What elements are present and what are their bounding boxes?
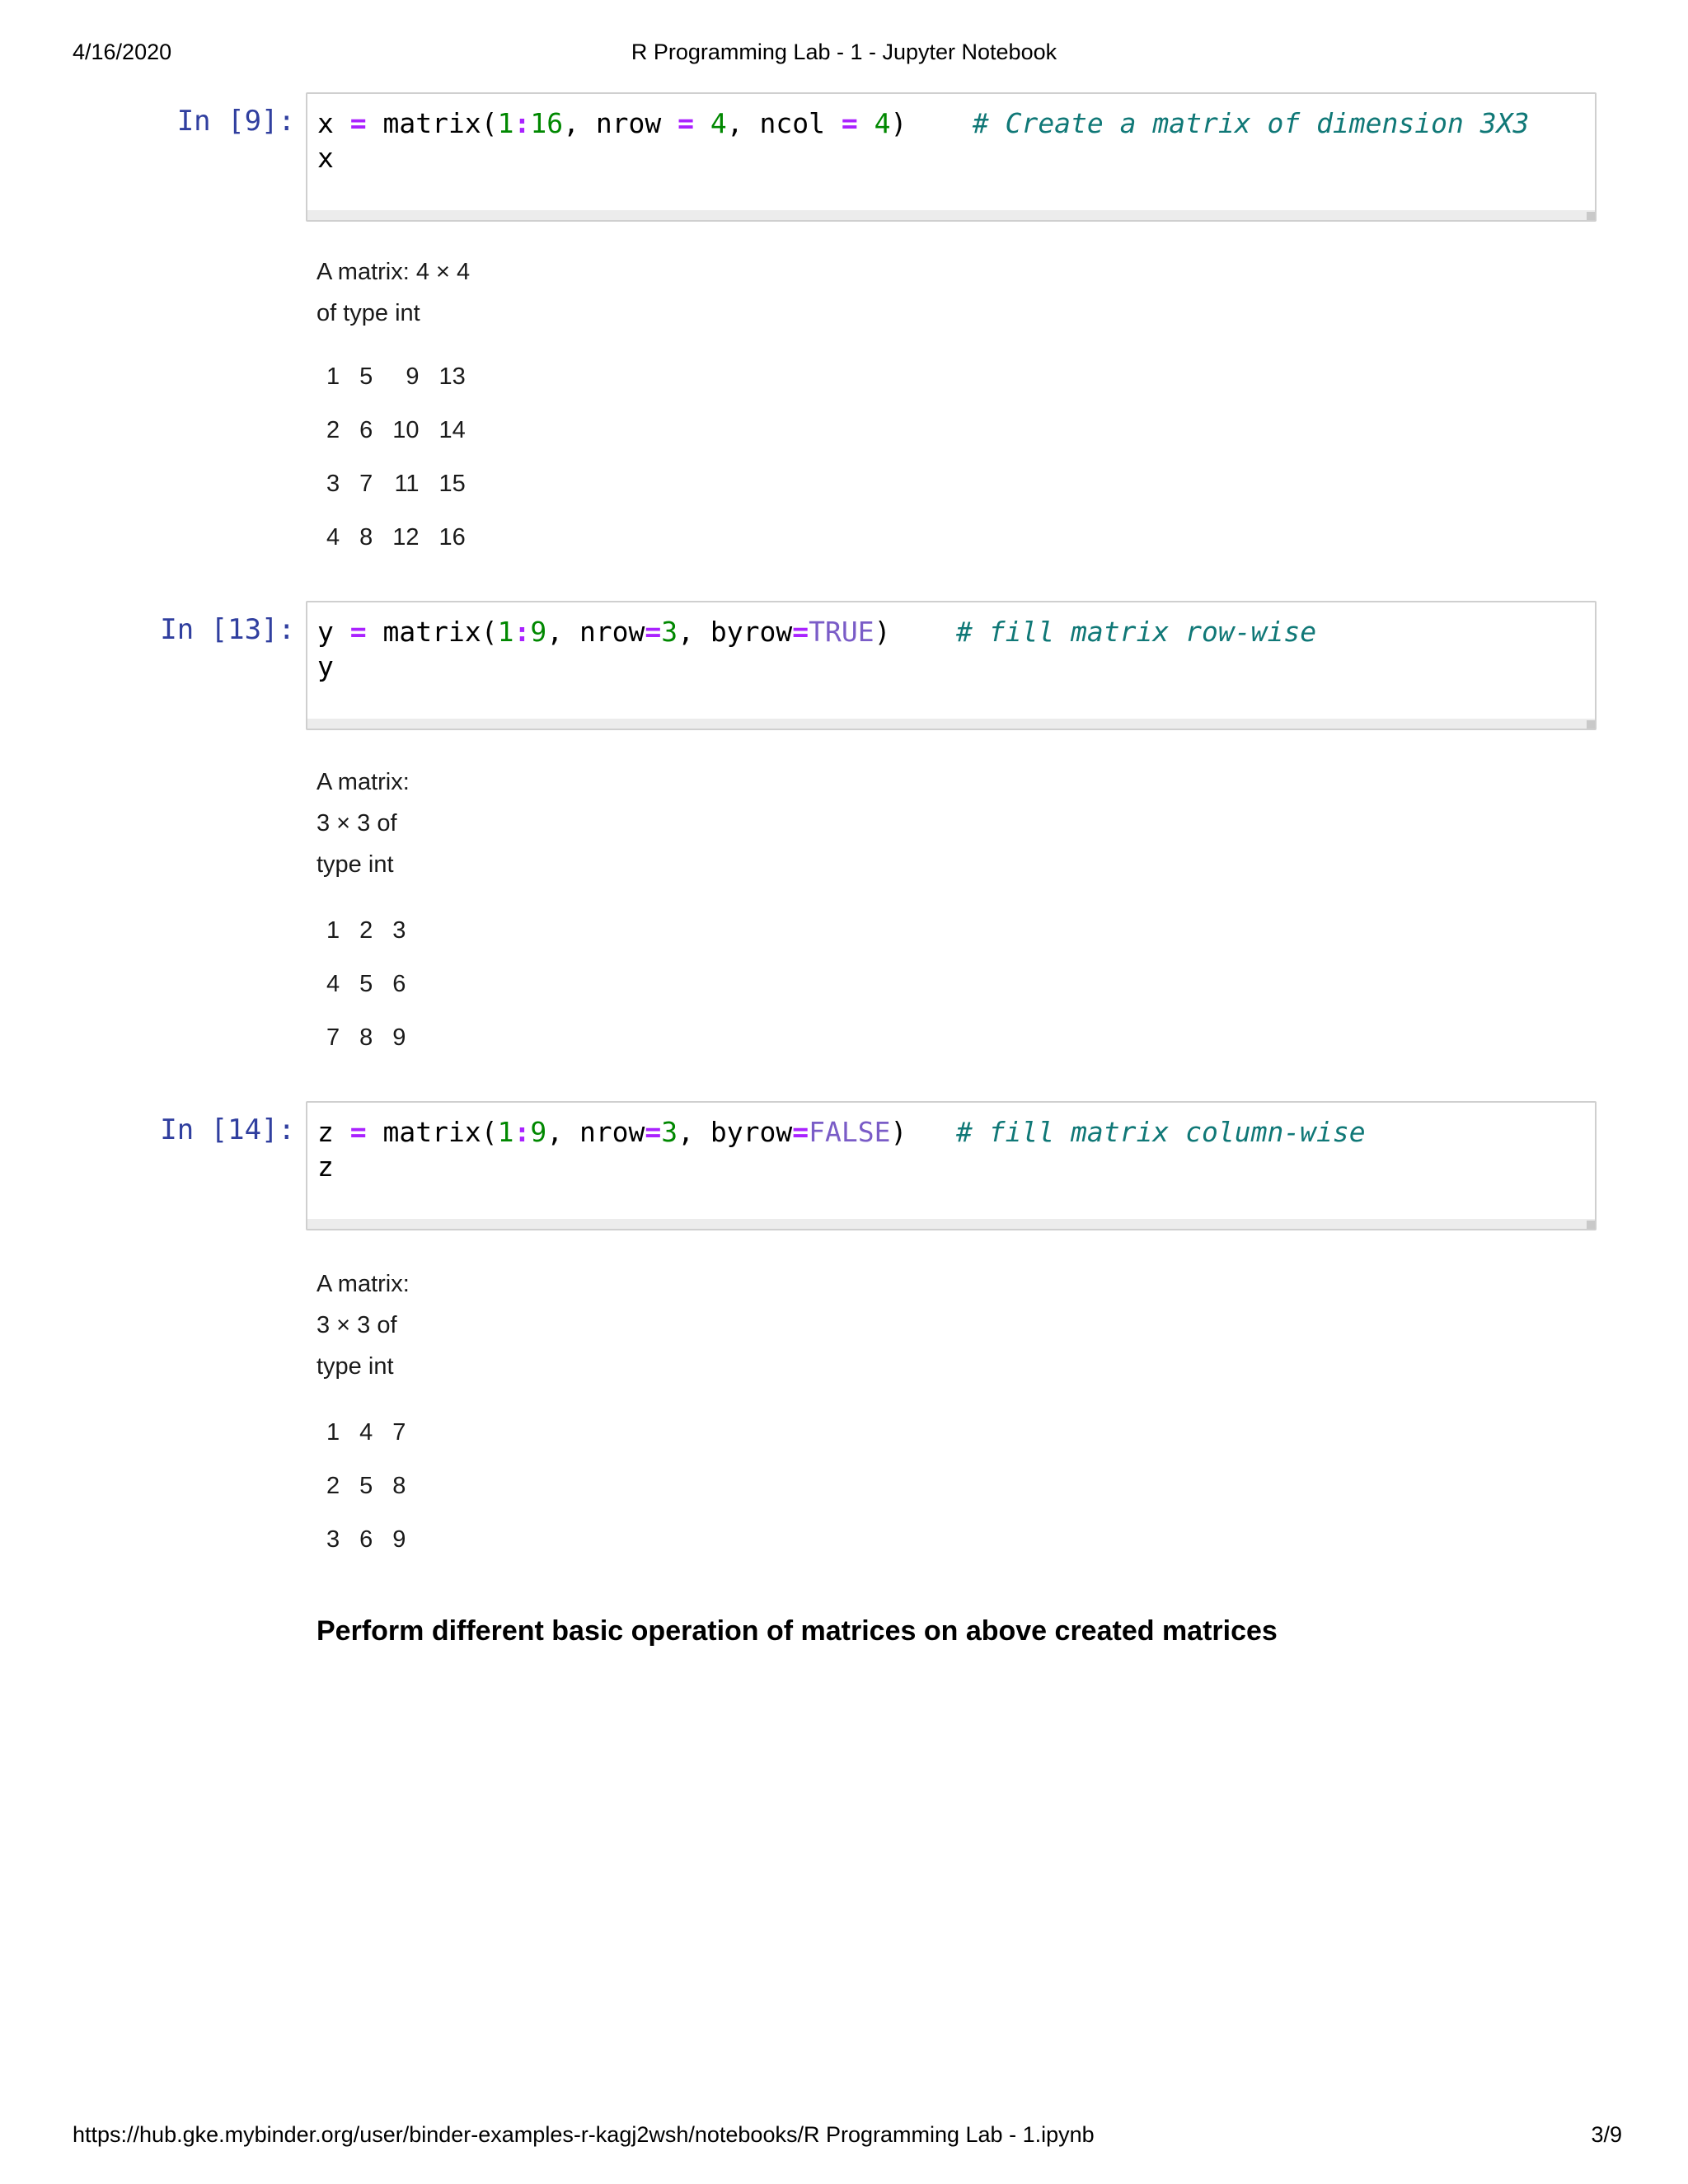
matrix-cell: 5 — [359, 363, 373, 390]
matrix-cell: 3 — [326, 471, 340, 497]
matrix-cell: 16 — [438, 524, 466, 551]
matrix-cell: 10 — [392, 417, 420, 443]
matrix-cell: 8 — [359, 1024, 373, 1051]
horizontal-scrollbar[interactable] — [307, 1219, 1595, 1229]
code-line: z = matrix(1:9, nrow=3, byrow=FALSE) # fill matrix column-wise — [317, 1116, 1366, 1148]
matrix-cell: 3 — [326, 1526, 340, 1553]
table-row — [316, 511, 476, 565]
code-line: x = matrix(1:16, nrow = 4, ncol = 4) # Create a matrix of dimension 3X3 — [317, 107, 1530, 139]
matrix-output — [316, 1406, 415, 1567]
matrix-cell: 13 — [438, 363, 466, 390]
input-prompt: In [9]: — [176, 105, 295, 138]
matrix-cell: 5 — [359, 971, 373, 997]
matrix-output — [316, 904, 415, 1065]
table-row — [316, 1460, 415, 1513]
matrix-cell: 1 — [326, 917, 340, 944]
matrix-cell: 7 — [326, 1024, 340, 1051]
matrix-cell: 2 — [326, 1473, 340, 1499]
code-cell-input[interactable] — [306, 1101, 1597, 1230]
matrix-cell: 4 — [326, 524, 340, 551]
code-line: z — [317, 1151, 334, 1183]
matrix-cell: 4 — [359, 1419, 373, 1446]
matrix-cell: 6 — [392, 971, 406, 997]
matrix-cell: 3 — [392, 917, 406, 944]
input-prompt: In [13]: — [160, 613, 295, 646]
matrix-cell: 8 — [392, 1473, 406, 1499]
matrix-cell: 2 — [359, 917, 373, 944]
matrix-output — [316, 350, 476, 565]
matrix-cell: 11 — [394, 471, 420, 497]
matrix-cell: 14 — [438, 417, 466, 443]
horizontal-scrollbar[interactable] — [307, 210, 1595, 220]
matrix-cell: 9 — [406, 363, 420, 390]
page-number: 3/9 — [1591, 2122, 1622, 2147]
table-row — [316, 1513, 415, 1567]
markdown-heading: Perform different basic operation of matrices on above created matrices — [316, 1615, 1278, 1647]
matrix-cell: 5 — [359, 1473, 373, 1499]
table-row — [316, 1406, 415, 1460]
output-text: A matrix: — [316, 1271, 410, 1297]
output-text: type int — [316, 851, 394, 878]
table-row — [316, 1011, 415, 1065]
code-line: x — [317, 142, 334, 174]
matrix-cell: 9 — [392, 1526, 406, 1553]
horizontal-scrollbar[interactable] — [307, 719, 1595, 729]
print-url: https://hub.gke.mybinder.org/user/binder-examples-r-kagj2wsh/notebooks/R Programming Lab - 1.ipynb — [73, 2122, 1095, 2147]
matrix-cell: 8 — [359, 524, 373, 551]
matrix-cell: 2 — [326, 417, 340, 443]
output-text: 3 × 3 of — [316, 1312, 397, 1338]
matrix-cell: 9 — [392, 1024, 406, 1051]
matrix-cell: 1 — [326, 363, 340, 390]
input-prompt: In [14]: — [160, 1113, 295, 1146]
table-row — [316, 350, 476, 404]
matrix-cell: 7 — [359, 471, 373, 497]
output-text: A matrix: — [316, 769, 410, 795]
table-row — [316, 404, 476, 457]
code-line: y — [317, 650, 334, 682]
print-date: 4/16/2020 — [73, 40, 172, 64]
matrix-cell: 1 — [326, 1419, 340, 1446]
table-row — [316, 457, 476, 511]
output-text: A matrix: 4 × 4 — [316, 259, 471, 285]
output-text: 3 × 3 of — [316, 810, 397, 837]
print-title: R Programming Lab - 1 - Jupyter Notebook — [631, 40, 1057, 64]
matrix-cell: 4 — [326, 971, 340, 997]
table-row — [316, 904, 415, 958]
code-line: y = matrix(1:9, nrow=3, byrow=TRUE) # fill matrix row-wise — [317, 616, 1317, 648]
matrix-cell: 6 — [359, 417, 373, 443]
code-cell-input[interactable] — [306, 601, 1597, 730]
table-row — [316, 958, 415, 1011]
matrix-cell: 15 — [438, 471, 466, 497]
matrix-cell: 7 — [392, 1419, 406, 1446]
code-cell-input[interactable] — [306, 92, 1597, 222]
matrix-cell: 6 — [359, 1526, 373, 1553]
output-text: of type int — [316, 300, 420, 326]
matrix-cell: 12 — [392, 524, 420, 551]
output-text: type int — [316, 1353, 394, 1380]
